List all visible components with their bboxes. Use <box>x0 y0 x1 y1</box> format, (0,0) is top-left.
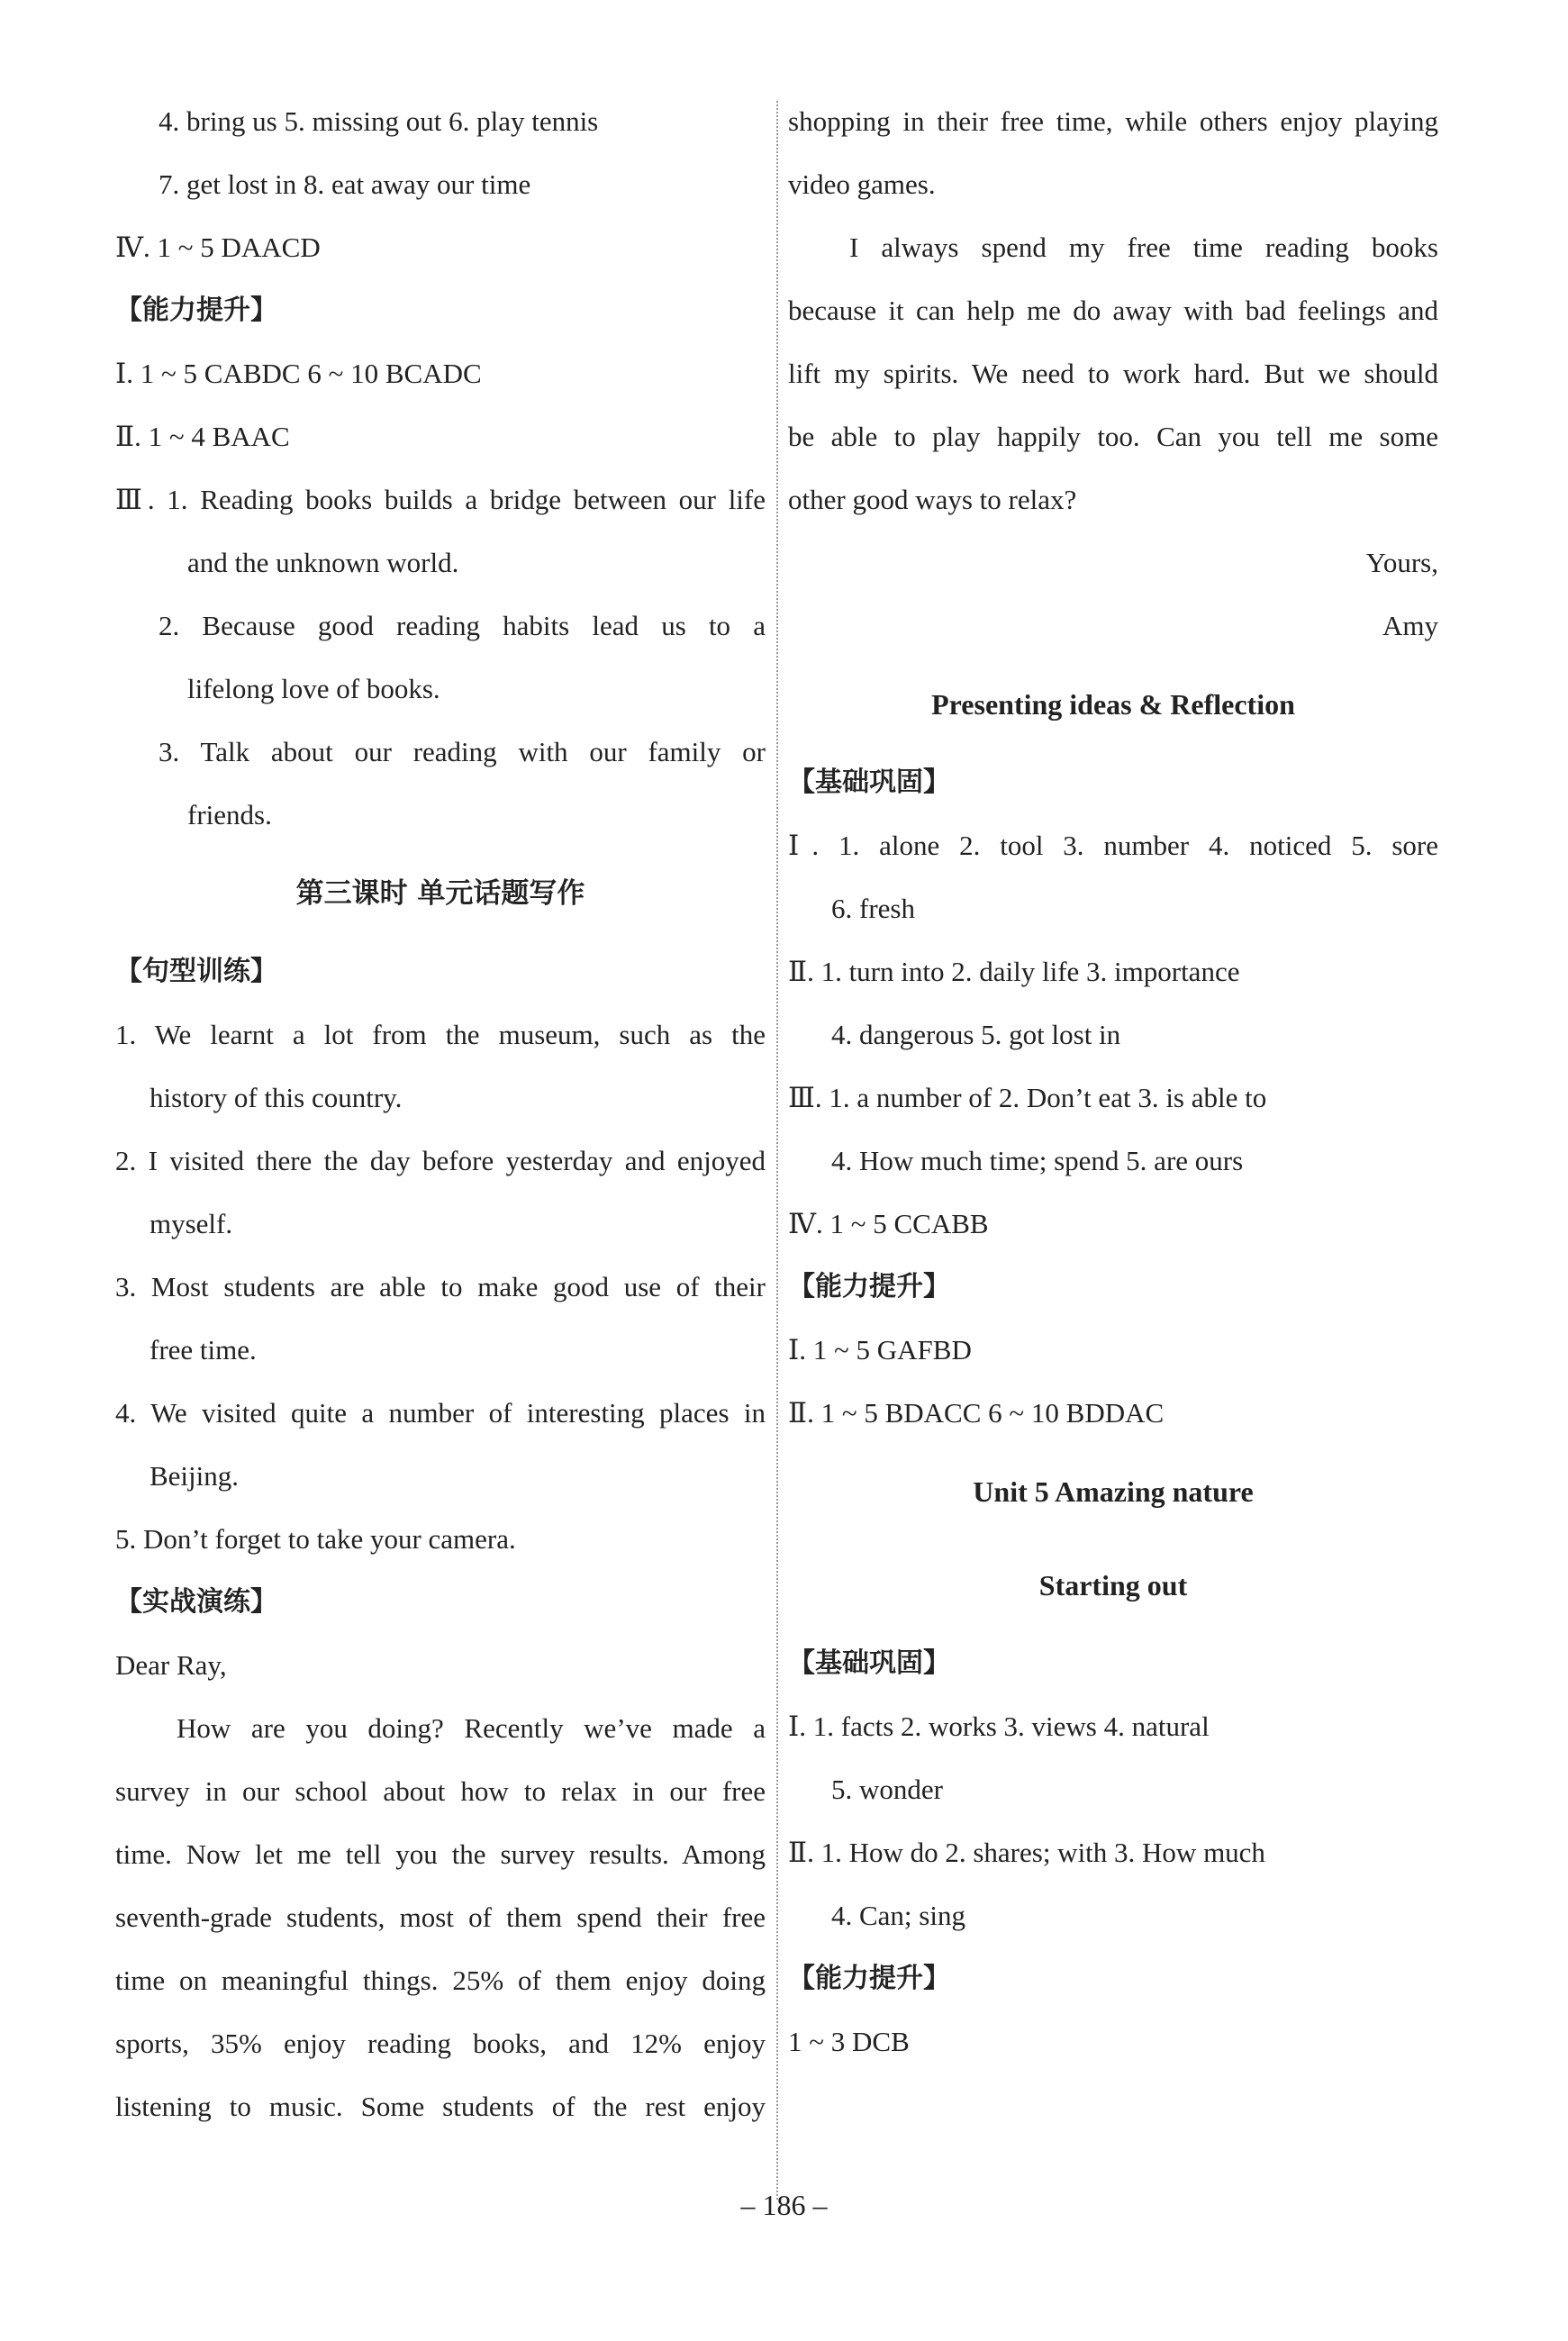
text-line: history of this country. <box>150 1082 403 1113</box>
text-line: video games. <box>788 168 936 200</box>
text-line: and the unknown world. <box>187 547 459 578</box>
text-line: listening to music. Some students of the rest enjoy <box>115 2091 766 2122</box>
text-line: 4. How much time; spend 5. are ours <box>831 1145 1244 1176</box>
text-line: be able to play happily too. Can you tell me some <box>788 421 1438 452</box>
text-line: 3. Talk about our reading with our family or <box>159 736 766 767</box>
section-label: 【基础巩固】 <box>788 1647 950 1679</box>
text-line: Ⅰ. 1 ~ 5 GAFBD <box>788 1334 972 1366</box>
text-line: friends. <box>187 799 272 830</box>
text-line: 4. bring us 5. missing out 6. play tennis <box>159 105 599 137</box>
text-line: shopping in their free time, while others enjoy playing <box>788 105 1438 137</box>
text-line: time. Now let me tell you the survey results. Among <box>115 1838 766 1870</box>
text-line: Beijing. <box>150 1460 240 1492</box>
text-line: Ⅰ. 1. facts 2. works 3. views 4. natural <box>788 1710 1210 1742</box>
text-line: 6. fresh <box>831 893 915 924</box>
text-line: 4. dangerous 5. got lost in <box>831 1019 1121 1050</box>
text-line: Ⅰ. 1. alone 2. tool 3. number 4. noticed 5. sore <box>788 830 1438 861</box>
text-line: How are you doing? Recently we’ve made a <box>177 1712 766 1744</box>
text-line: 1 ~ 3 DCB <box>788 2026 910 2057</box>
text-line: Ⅱ. 1. How do 2. shares; with 3. How much <box>788 1837 1265 1868</box>
text-line: myself. <box>150 1208 233 1239</box>
section-heading: Starting out <box>1038 1569 1188 1601</box>
text-line: because it can help me do away with bad feelings and <box>788 295 1438 326</box>
text-line: Ⅳ. 1 ~ 5 DAACD <box>115 231 321 263</box>
text-line: Ⅱ. 1 ~ 5 BDACC 6 ~ 10 BDDAC <box>788 1397 1165 1429</box>
text-line: 2. I visited there the day before yesterday and enjoyed <box>115 1145 766 1176</box>
text-line: 5. Don’t forget to take your camera. <box>115 1523 516 1555</box>
text-line: lift my spirits. We need to work hard. But we should <box>788 358 1438 389</box>
section-label: 【能力提升】 <box>788 1963 950 1994</box>
text-line: 7. get lost in 8. eat away our time <box>159 168 531 200</box>
text-line: 2. Because good reading habits lead us to a <box>159 610 766 641</box>
text-line: Dear Ray, <box>115 1649 227 1681</box>
text-line: time on meaningful things. 25% of them enjoy doing <box>115 1964 766 1996</box>
section-label: 【能力提升】 <box>788 1271 950 1302</box>
text-line: Amy <box>1382 610 1438 641</box>
section-label: 【句型训练】 <box>115 956 277 987</box>
text-line: Ⅱ. 1. turn into 2. daily life 3. importance <box>788 956 1240 987</box>
text-line: 5. wonder <box>831 1774 943 1805</box>
section-heading: Presenting ideas & Reflection <box>931 688 1295 721</box>
text-line: sports, 35% enjoy reading books, and 12% enjoy <box>115 2028 766 2059</box>
text-line: Ⅲ. 1. Reading books builds a bridge between our life <box>115 484 766 515</box>
text-line: survey in our school about how to relax in our free <box>115 1775 766 1807</box>
text-line: 1. We learnt a lot from the museum, such as the <box>115 1019 766 1050</box>
text-line: I always spend my free time reading books <box>849 231 1438 263</box>
right-column <box>788 90 1438 2073</box>
text-line: other good ways to relax? <box>788 484 1077 515</box>
left-column <box>115 90 766 2138</box>
column-divider <box>776 101 778 2200</box>
text-line: 4. We visited quite a number of interesting places in <box>115 1397 766 1429</box>
section-heading: Unit 5 Amazing nature <box>973 1475 1254 1508</box>
text-line: Ⅳ. 1 ~ 5 CCABB <box>788 1208 989 1239</box>
page-number: – 186 – <box>740 2189 828 2221</box>
text-line: seventh-grade students, most of them spend their free <box>115 1901 766 1933</box>
text-line: Ⅱ. 1 ~ 4 BAAC <box>115 421 290 452</box>
text-line: 4. Can; sing <box>831 1900 965 1931</box>
text-line: lifelong love of books. <box>187 673 440 704</box>
section-label: 【实战演练】 <box>115 1586 277 1618</box>
section-label: 【基础巩固】 <box>788 767 950 798</box>
text-line: Ⅰ. 1 ~ 5 CABDC 6 ~ 10 BCADC <box>115 358 482 389</box>
lesson-title: 第三课时 单元话题写作 <box>295 877 585 910</box>
section-label: 【能力提升】 <box>115 295 277 326</box>
text-line: Yours, <box>1365 547 1438 578</box>
text-line: 3. Most students are able to make good use of their <box>115 1271 766 1302</box>
text-line: Ⅲ. 1. a number of 2. Don’t eat 3. is able to <box>788 1082 1267 1113</box>
text-line: free time. <box>150 1334 257 1366</box>
